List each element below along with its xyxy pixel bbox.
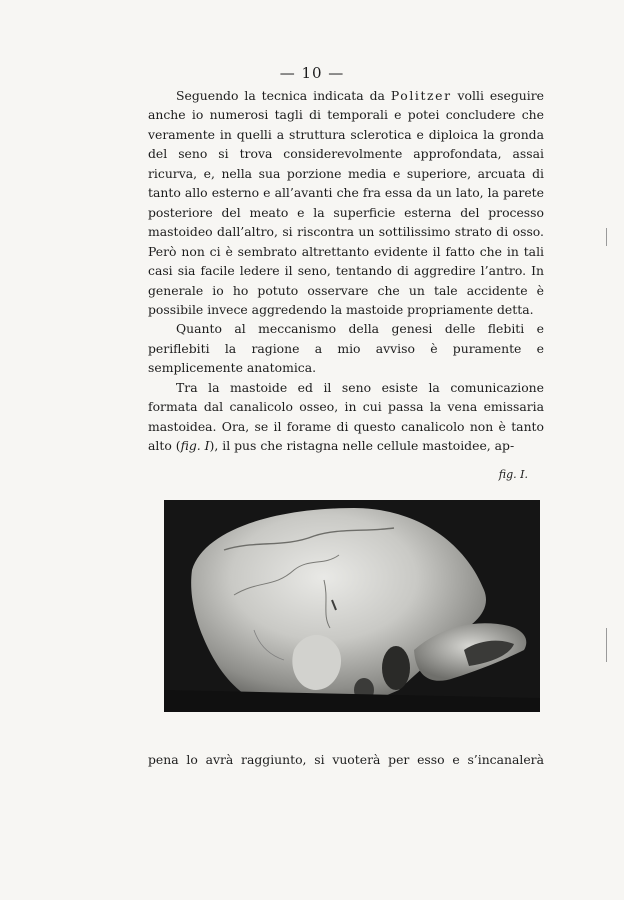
figure-reference: fig. I (180, 438, 210, 454)
scan-edge-mark (606, 628, 607, 662)
paragraph-2: Quanto al meccanismo della genesi delle flebiti e periflebiti la ragione a mio avviso è puramente e semplicemente anatomica. (148, 321, 544, 376)
paragraph-1 (148, 86, 544, 319)
paragraph-3 (148, 378, 544, 456)
author-name: Politzer (390, 88, 452, 103)
body-text (148, 86, 544, 456)
scan-edge-mark (606, 228, 607, 246)
paragraph-3-end: ), il pus che ristagna nelle cellule mastoidee, ap- (209, 438, 515, 454)
figure-caption: fig. I. (498, 468, 528, 481)
paragraph-1-start: Seguendo la tecnica indicata da (176, 88, 391, 103)
page-number: — 10 — (279, 64, 345, 82)
skull-photograph (164, 500, 540, 712)
continuation-line: pena lo avrà raggiunto, si vuoterà per esso e s’incanalerà (148, 752, 544, 767)
paragraph-1-rest: volli eseguire anche io numerosi tagli di temporali e potei concludere che veramente in quelli a struttura sclerotica e diploica la gronda del seno si trova considerevolmente approfondata, assai ricurva, e, nella sua porzione media e superiore, arcuata di tanto allo esterno e all’avanti che fra essa da un lato, la parete posteriore del meato e la superficie esterna del processo mastoideo dall’altro, si riscontra un sottilissimo strato di osso. Però non ci è sembrato altrettanto evidente il fatto che in tali casi sia facile ledere il seno, tentando di aggredire l’antro. In generale io ho potuto osservare che un tale accidente è possibile invece aggredendo la mastoide propriamente detta. (148, 88, 544, 317)
skull-photo-illustration (164, 500, 540, 712)
paragraph-3-start: Tra la mastoide ed il seno esiste la comunicazione formata dal canalicolo osseo, in cui passa la vena emissaria mastoidea. Ora, se il forame di questo canalicolo non è tanto alto ( (148, 379, 544, 454)
